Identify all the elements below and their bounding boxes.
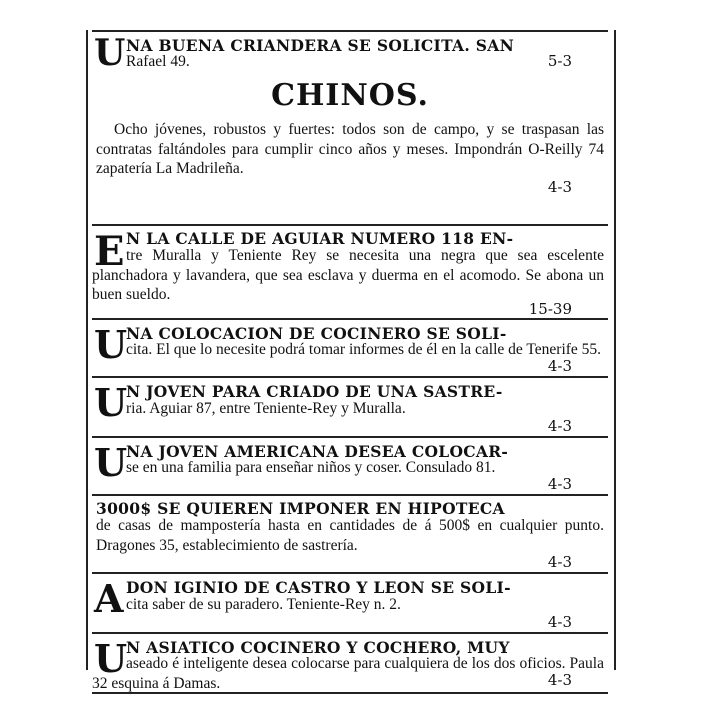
ad-asiatico [92, 634, 608, 692]
ad-body: aseado é inteligente desea colocarse para cualquiera de los dos oficios. Paula 32 esquina á Damas. [92, 655, 604, 692]
ad-cocinero [92, 320, 608, 376]
ad-body: cita. El que lo necesite podrá tomar informes de él en la calle de Tenerife 55. [126, 341, 602, 358]
ad-joven-americana [92, 438, 608, 494]
ad-headline: NA COLOCACION DE COCINERO SE SOLI- [126, 324, 507, 343]
ad-criandera [92, 32, 608, 70]
ad-body: ria. Aguiar 87, entre Teniente-Rey y Muralla. [126, 400, 406, 417]
drop-cap: A [94, 576, 124, 621]
ad-headline: 3000$ SE QUIEREN IMPONER EN HIPOTECA [96, 499, 505, 518]
drop-cap: U [94, 380, 128, 425]
ad-aguiar-118 [92, 226, 608, 318]
drop-cap: U [94, 440, 128, 485]
ad-headline: DON IGINIO DE CASTRO Y LEON SE SOLI- [126, 578, 511, 597]
drop-cap: U [94, 32, 126, 70]
ad-reference: 5-3 [547, 52, 572, 70]
column-right-rule [614, 30, 616, 670]
ad-headline: NA JOVEN AMERICANA DESEA COLOCAR- [126, 442, 509, 461]
ad-reference: 4-3 [547, 357, 572, 375]
ad-headline: N ASIATICO COCINERO Y COCHERO, MUY [126, 638, 510, 657]
ad-joven-criado [92, 378, 608, 436]
ad-headline: NA BUENA CRIANDERA SE SOLICITA. SAN [126, 36, 515, 55]
drop-cap: U [94, 322, 128, 367]
ad-iginio [92, 574, 608, 632]
ad-reference: 4-3 [547, 177, 572, 196]
ad-body: cita saber de su paradero. Teniente-Rey n. 2. [126, 596, 401, 613]
ad-body: Ocho jóvenes, robustos y fuertes: todos son de campo, y se traspasan las contratas faltándoles para cumplir cinco años y meses. Impondrán O-Reilly 74 zapatería La Madrileña. [96, 121, 604, 177]
ad-title: CHINOS. [271, 78, 429, 113]
ad-reference: 4-3 [547, 553, 572, 571]
classified-ads-column [92, 30, 608, 694]
ad-body: tre Muralla y Teniente Rey se necesita una negra que sea escelente planchadora y lavandera, que sea esclava y duerma en el acomodo. Se abona un buen sueldo. [92, 247, 604, 303]
ad-reference: 4-3 [547, 417, 572, 435]
ad-body: de casas de mampostería hasta en cantidades de á 500$ en cualquier punto. Dragones 35, establecimiento de sastrería. [96, 517, 604, 554]
ad-reference: 15-39 [528, 300, 572, 318]
divider [92, 692, 608, 694]
ad-headline: N JOVEN PARA CRIADO DE UNA SASTRE- [126, 382, 503, 401]
ad-headline: N LA CALLE DE AGUIAR NUMERO 118 EN- [126, 229, 514, 248]
ad-hipoteca [92, 496, 608, 572]
ad-reference: 4-3 [547, 671, 572, 689]
drop-cap: E [94, 228, 125, 275]
ad-chinos [92, 70, 608, 224]
ad-reference: 4-3 [547, 613, 572, 631]
ad-body: se en una familia para enseñar niños y coser. Consulado 81. [126, 459, 496, 476]
drop-cap: U [94, 636, 128, 681]
ad-reference: 4-3 [547, 475, 572, 493]
column-left-rule [86, 30, 88, 670]
ad-body: Rafael 49. [126, 53, 190, 70]
